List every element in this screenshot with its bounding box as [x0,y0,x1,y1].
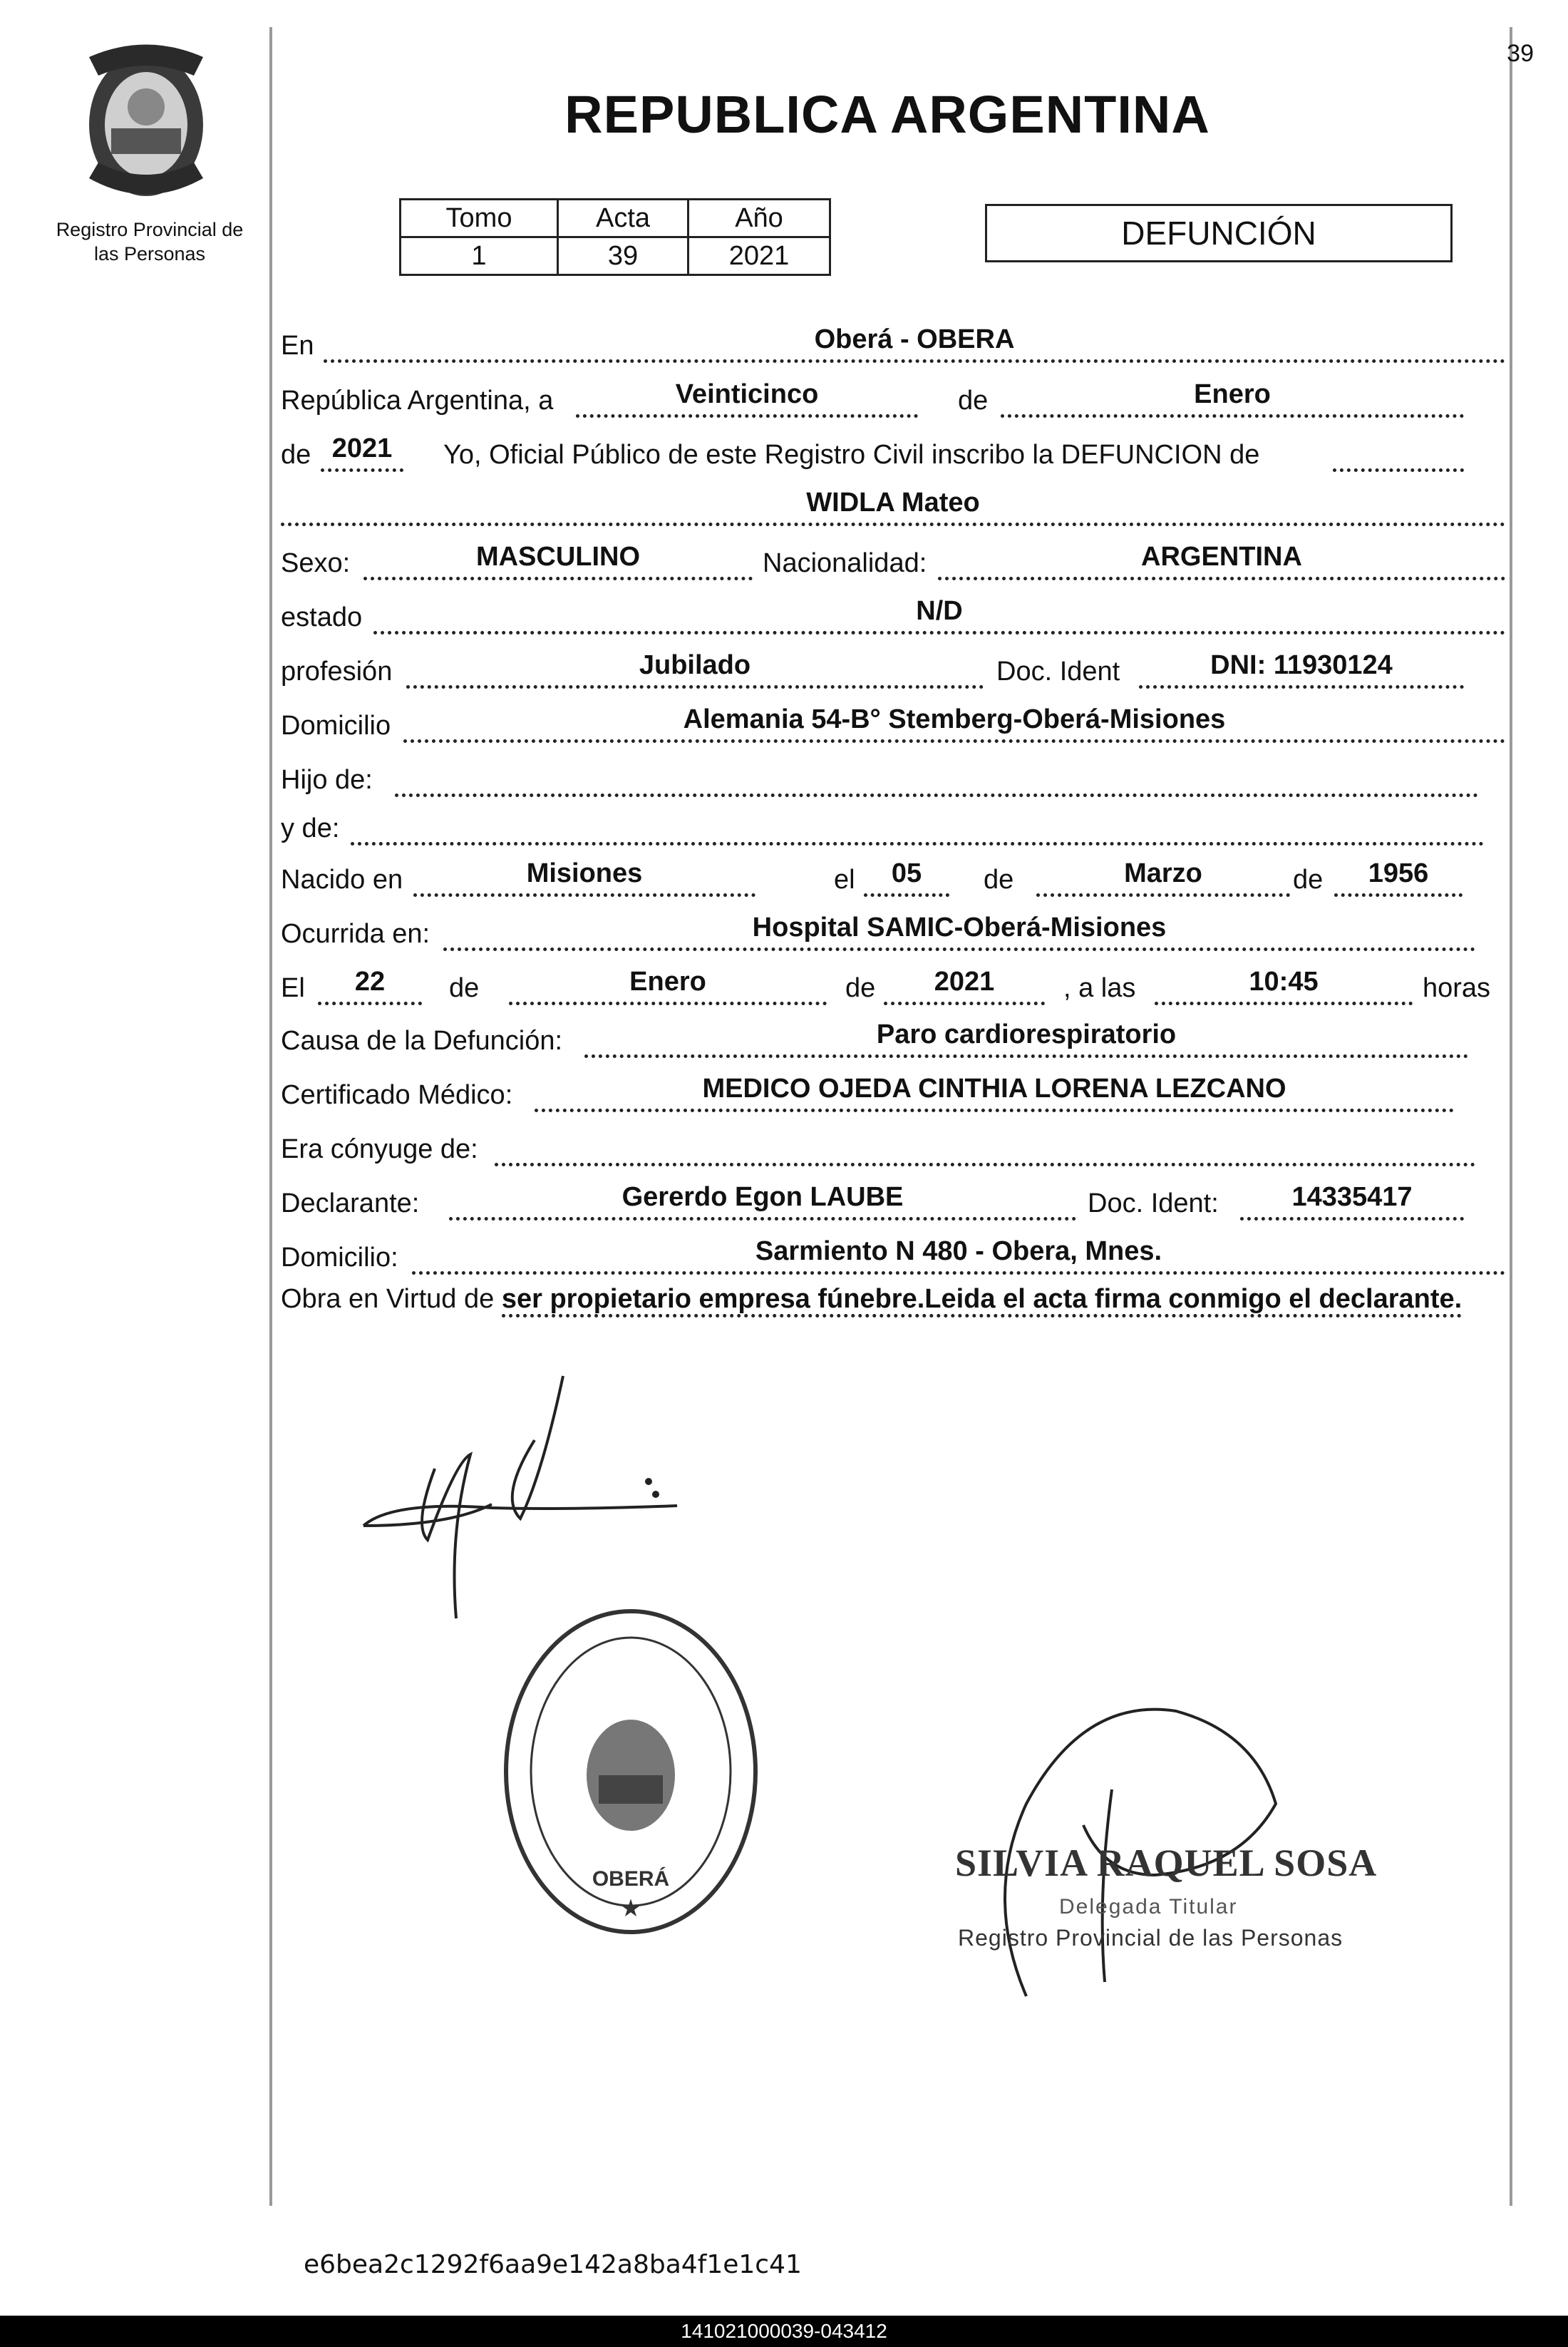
field-hijo [395,761,1478,797]
field-y-de [351,809,1484,846]
row-hijo [281,759,1505,801]
field-month: Enero [1001,381,1464,418]
label-ocurrida: Ocurrida en: [281,919,430,949]
label-nacido: Nacido en [281,865,403,895]
field-death-month: Enero [509,969,827,1005]
header-acta: Acta [558,200,688,237]
row-date [281,379,1505,422]
row-cause [281,1020,1505,1062]
row-deceased-name [281,488,1505,530]
label-el: el [834,865,855,895]
record-type-box [985,204,1453,262]
label-doc-2: Doc. Ident: [1088,1188,1219,1218]
row-spouse [281,1128,1505,1171]
right-margin-line [1510,27,1512,2206]
row-death-date [281,967,1505,1010]
field-birth-place: Misiones [413,861,755,897]
field-doc: DNI: 11930124 [1139,652,1464,689]
label-republica: República Argentina, a [281,386,554,416]
label-de-1: de [958,386,989,416]
label-obra: Obra en Virtud de [281,1284,495,1314]
record-type: DEFUNCIÓN [1121,215,1316,252]
label-en: En [281,331,314,361]
row-y-de [281,807,1505,850]
record-table [399,198,831,276]
province-crest [71,36,221,207]
field-certificado: MEDICO OJEDA CINTHIA LORENA LEZCANO [535,1076,1454,1112]
label-domicilio-2: Domicilio: [281,1243,398,1273]
label-hijo: Hijo de: [281,765,373,795]
label-de-2: de [281,440,311,470]
field-death-year: 2021 [884,969,1045,1005]
field-deceased-name: WIDLA Mateo [281,490,1505,526]
field-death-day: 22 [318,969,422,1005]
field-profesion: Jubilado [406,652,984,689]
label-de-birth: de [984,865,1014,895]
value-acta: 39 [558,237,688,275]
label-horas: horas [1423,973,1491,1003]
field-year: 2021 [321,436,403,472]
label-profesion: profesión [281,657,393,687]
field-birth-day: 05 [864,861,949,897]
field-death-time: 10:45 [1155,969,1413,1005]
row-birth [281,858,1505,901]
row-profession-doc [281,650,1505,693]
field-obra: ser propietario empresa fúnebre.Leida el acta firma conmigo el declarante. [502,1284,1462,1318]
label-el-2: El [281,973,305,1003]
field-nacionalidad: ARGENTINA [938,544,1505,580]
row-place [281,324,1505,367]
header-anio: Año [688,200,830,237]
field-declarante-domicilio: Sarmiento N 480 - Obera, Mnes. [412,1238,1505,1275]
label-de-birth-2: de [1293,865,1324,895]
official-org: Registro Provincial de las Personas [958,1925,1343,1951]
footer-code: 141021000039-043412 [681,2320,887,2342]
row-occurred [281,913,1505,955]
field-declarante-doc: 14335417 [1240,1184,1464,1221]
obra-paragraph [281,1280,1505,1318]
delegation-seal [499,1604,763,1939]
field-estado: N/D [373,598,1505,635]
row-estado [281,596,1505,639]
label-certificado: Certificado Médico: [281,1080,513,1110]
page-title: REPUBLICA ARGENTINA [564,85,1210,144]
value-tomo: 1 [401,237,558,275]
footer-bar [0,2316,1568,2347]
declarant-signature [349,1355,691,1626]
row-certificate [281,1074,1505,1116]
official-name: SILVIA RAQUEL SOSA [955,1842,1378,1884]
label-estado: estado [281,602,363,632]
label-causa: Causa de la Defunción: [281,1026,563,1056]
row-sex-nationality [281,542,1505,585]
seal-city: OBERÁ [592,1867,670,1891]
label-a-las: , a las [1063,973,1136,1003]
row-domicilio [281,704,1505,747]
page-number: 39 [1507,40,1534,67]
label-nacionalidad: Nacionalidad: [763,548,927,578]
document-hash: e6bea2c1292f6aa9e142a8ba4f1e1c41 [304,2250,802,2279]
official-role: Delegada Titular [1059,1895,1238,1919]
label-yo: Yo, Oficial Público de este Registro Civil inscribo la DEFUNCION de [443,440,1260,470]
value-anio: 2021 [688,237,830,275]
field-ocurrida: Hospital SAMIC-Oberá-Misiones [443,915,1475,951]
label-domicilio: Domicilio [281,711,391,741]
field-causa: Paro cardiorespiratorio [584,1022,1468,1058]
registry-caption: Registro Provincial de las Personas [56,219,244,265]
field-day-words: Veinticinco [576,381,918,418]
label-sexo: Sexo: [281,548,351,578]
row-year [281,433,1505,476]
label-conyuge: Era cónyuge de: [281,1134,478,1164]
svg-text:★: ★ [619,1895,642,1922]
field-sexo: MASCULINO [363,544,753,580]
field-declarante: Gererdo Egon LAUBE [449,1184,1076,1221]
left-margin-line [269,27,272,2206]
field-conyuge [495,1130,1475,1166]
field-domicilio: Alemania 54-B° Stemberg-Oberá-Misiones [403,707,1505,743]
label-doc: Doc. Ident [996,657,1120,687]
label-de-death-2: de [845,973,876,1003]
field-blank-year [1333,436,1464,472]
row-declarant [281,1182,1505,1225]
field-place: Oberá - OBERA [324,327,1505,363]
header-tomo: Tomo [401,200,558,237]
field-birth-month: Marzo [1036,861,1290,897]
label-y-de: y de: [281,813,340,843]
label-de-death-1: de [449,973,480,1003]
field-birth-year: 1956 [1334,861,1463,897]
row-declarant-address [281,1236,1505,1279]
label-declarante: Declarante: [281,1188,420,1218]
